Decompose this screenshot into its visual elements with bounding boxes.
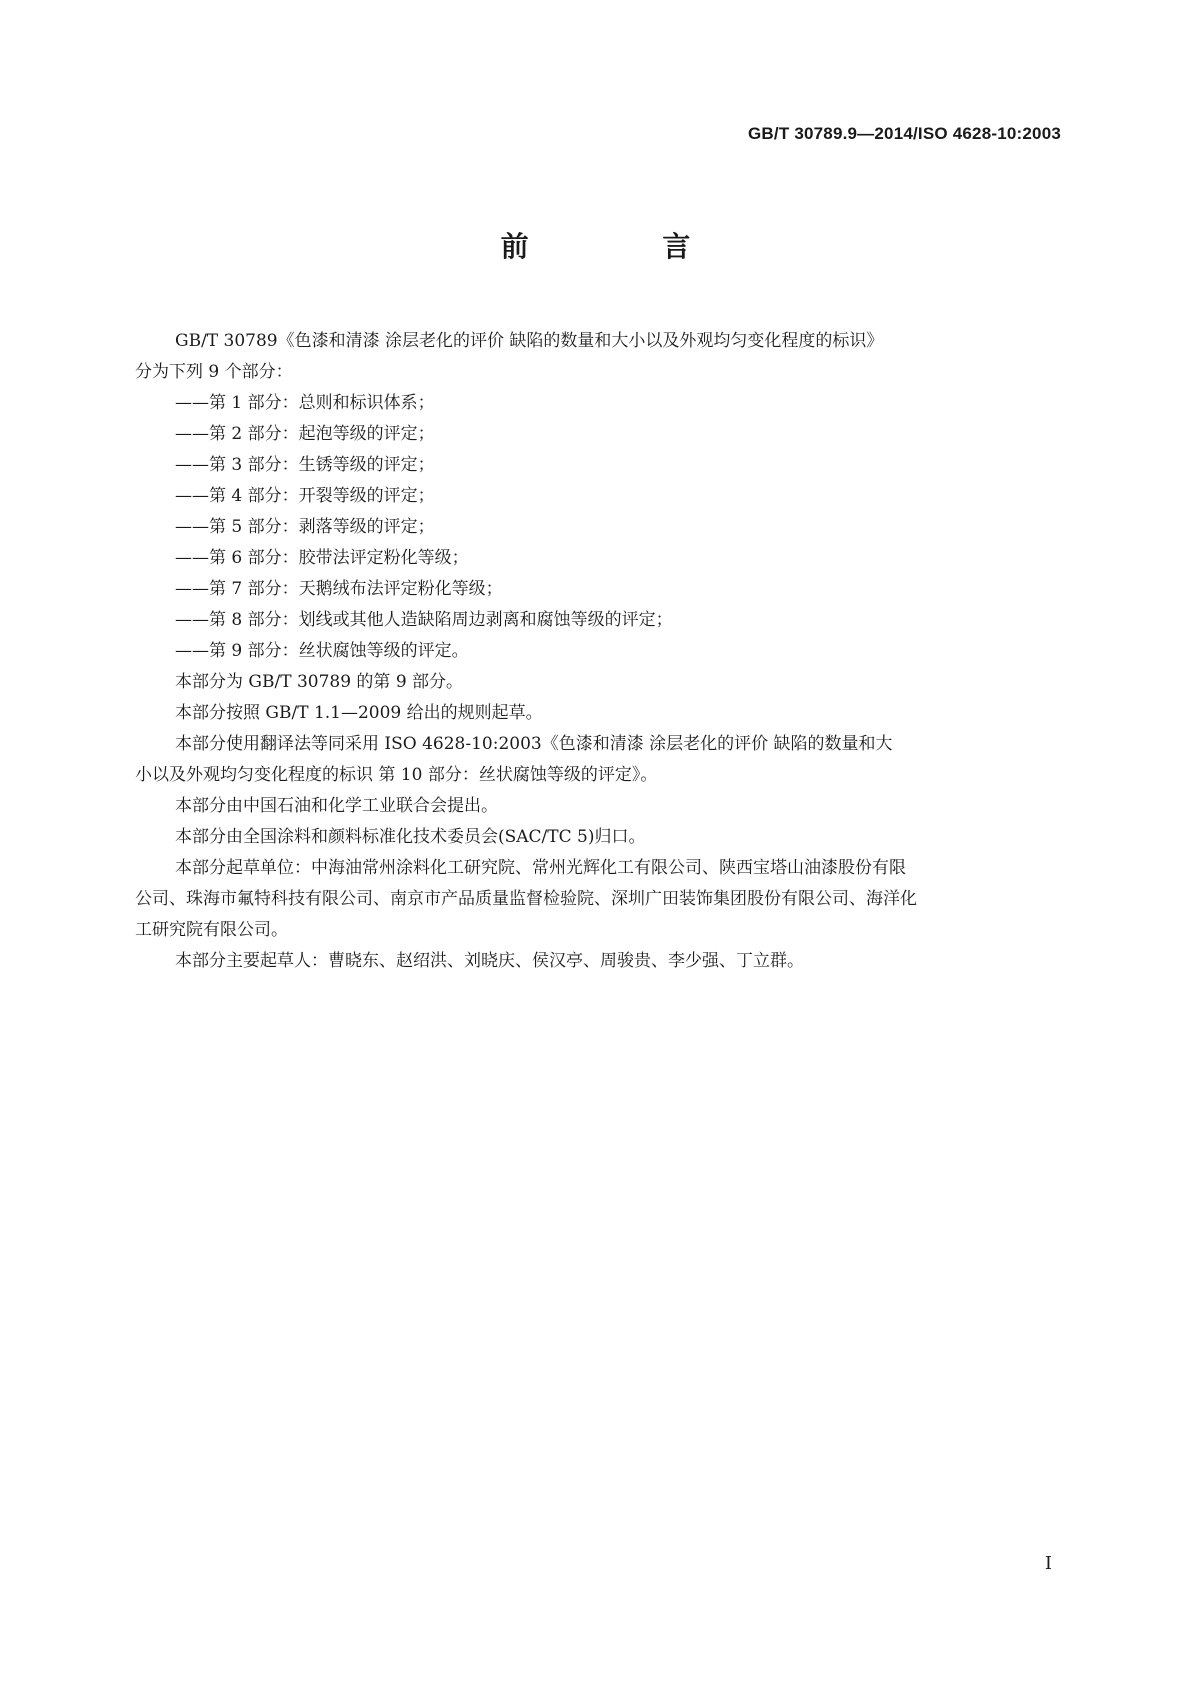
drafting-units-line-3: 工研究院有限公司。 — [135, 920, 288, 940]
list-item: ——第 8 部分：划线或其他人造缺陷周边剥离和腐蚀等级的评定； — [175, 610, 673, 630]
list-item: ——第 4 部分：开裂等级的评定； — [175, 486, 435, 506]
list-item: ——第 3 部分：生锈等级的评定； — [175, 455, 435, 475]
part-of-statement: 本部分为 GB/T 30789 的第 9 部分。 — [175, 672, 464, 692]
adoption-statement-line-1: 本部分使用翻译法等同采用 ISO 4628-10:2003《色漆和清漆 涂层老化的评价 缺陷的数量和大 — [175, 734, 893, 754]
adoption-statement-line-2: 小以及外观均匀变化程度的标识 第 10 部分：丝状腐蚀等级的评定》。 — [135, 765, 658, 785]
list-item: ——第 2 部分：起泡等级的评定； — [175, 424, 435, 444]
list-item: ——第 7 部分：天鹅绒布法评定粉化等级； — [175, 579, 503, 599]
drafting-units-line-2: 公司、珠海市氟特科技有限公司、南京市产品质量监督检验院、深圳广田装饰集团股份有限公司、海洋化 — [135, 889, 917, 909]
proposed-by-statement: 本部分由中国石油和化学工业联合会提出。 — [175, 796, 498, 816]
list-item: ——第 9 部分：丝状腐蚀等级的评定。 — [175, 641, 469, 661]
foreword-body — [135, 326, 1065, 977]
page-title: 前 言 — [500, 230, 753, 263]
drafting-units-line-1: 本部分起草单位：中海油常州涂料化工研究院、常州光辉化工有限公司、陕西宝塔山油漆股份有限 — [175, 858, 906, 878]
drafting-rules-statement: 本部分按照 GB/T 1.1—2009 给出的规则起草。 — [175, 703, 543, 723]
standard-code-header: GB/T 30789.9—2014/ISO 4628-10:2003 — [748, 124, 1061, 143]
intro-line-2: 分为下列 9 个部分： — [135, 362, 293, 382]
intro-line-1: GB/T 30789《色漆和清漆 涂层老化的评价 缺陷的数量和大小以及外观均匀变化程度的标识》 — [175, 331, 884, 351]
centralized-by-statement: 本部分由全国涂料和颜料标准化技术委员会(SAC/TC 5)归口。 — [175, 827, 646, 847]
list-item: ——第 6 部分：胶带法评定粉化等级； — [175, 548, 469, 568]
list-item: ——第 5 部分：剥落等级的评定； — [175, 517, 435, 537]
list-item: ——第 1 部分：总则和标识体系； — [175, 393, 435, 413]
page-number: I — [1044, 1553, 1052, 1574]
drafters-statement: 本部分主要起草人：曹晓东、赵绍洪、刘晓庆、侯汉亭、周骏贵、李少强、丁立群。 — [175, 951, 804, 971]
